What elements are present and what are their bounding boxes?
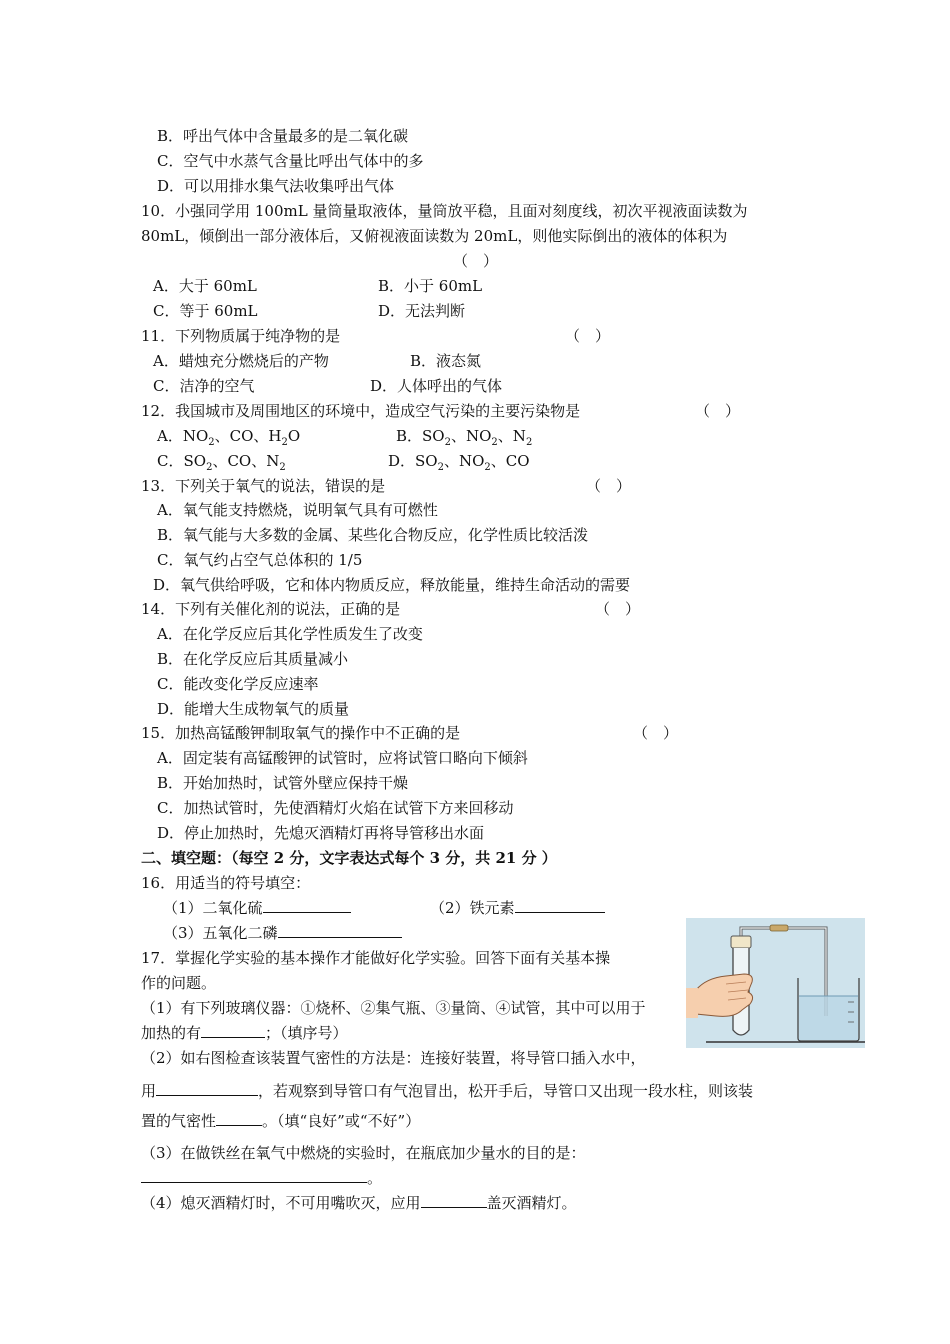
q16-part2-blank[interactable]: [515, 898, 605, 913]
q17-part4-label: （4）熄灭酒精灯时，不可用嘴吹灭，应用: [141, 1194, 421, 1212]
q13-stem: 13．下列关于氧气的说法，错误的是: [141, 477, 386, 495]
q14-option-c: C．能改变化学反应速率: [157, 675, 319, 693]
airtightness-check-figure: [686, 918, 865, 1048]
q17-part2-line1: （2）如右图检查该装置气密性的方法是：连接好装置，将导管口插入水中，: [141, 1049, 646, 1067]
q10-option-b: B．小于 60mL: [378, 277, 483, 295]
q16-part1-label: （1）二氧化硫: [163, 899, 263, 917]
q17-part1-suffix: ；（填序号）: [265, 1024, 348, 1042]
q9-option-d: D．可以用排水集气法收集呼出气体: [157, 177, 395, 195]
q17-part2-blank[interactable]: [156, 1081, 258, 1096]
q17-part1-label: 加热的有: [141, 1024, 202, 1042]
section-title: 二、填空题：（每空 2 分，文字表达式每个 3 分，共 21 分 ）: [141, 849, 557, 867]
q17-part1-line2: [141, 1023, 348, 1043]
q14-option-a: A．在化学反应后其化学性质发生了改变: [157, 625, 423, 643]
q12-option-a: A．$NO_2$、CO、$H_2O$: [157, 427, 301, 448]
q13-option-c: C．氧气约占空气总体积的 1/5: [157, 551, 363, 569]
q11-option-d: D．人体呼出的气体: [370, 377, 503, 395]
q17-part2-airtight-label: 置的气密性: [141, 1112, 217, 1130]
q17-part4-blank[interactable]: [421, 1193, 487, 1208]
q15-option-b: B．开始加热时，试管外壁应保持干燥: [157, 774, 409, 792]
q17-part2-label: 用: [141, 1082, 157, 1100]
q16-stem: 16．用适当的符号填空：: [141, 874, 311, 892]
q17-part2-line2: [141, 1081, 753, 1101]
q16-part1: [163, 898, 351, 918]
q14-stem: 14．下列有关催化剂的说法，正确的是: [141, 600, 401, 618]
q17-part2-airtight-blank[interactable]: [216, 1111, 262, 1126]
q15-answer-paren: （ ）: [633, 724, 679, 742]
q17-part4: [141, 1193, 577, 1213]
airtightness-check-apparatus-icon: [686, 918, 865, 1048]
q11-option-b: B．液态氮: [410, 352, 482, 370]
q13-option-b: B．氧气能与大多数的金属、某些化合物反应，化学性质比较活泼: [157, 526, 589, 544]
q12-answer-paren: （ ）: [695, 402, 741, 420]
q17-part3-blank[interactable]: [141, 1168, 367, 1183]
q16-part3: [163, 923, 402, 943]
q13-option-a: A．氧气能支持燃烧，说明氧气具有可燃性: [157, 501, 438, 519]
q17-part1-blank[interactable]: [201, 1023, 265, 1038]
q17-part3-suffix: 。: [367, 1169, 383, 1187]
q10-option-d: D．无法判断: [378, 302, 466, 320]
q16-part2-label: （2）铁元素: [430, 899, 515, 917]
q12-stem: 12．我国城市及周围地区的环境中，造成空气污染的主要污染物是: [141, 402, 581, 420]
q11-option-a: A．蜡烛充分燃烧后的产物: [153, 352, 329, 370]
q12-option-b: B．$SO_2$、$NO_2$、$N_2$: [396, 427, 533, 448]
q17-part4-suffix: 盖灭酒精灯。: [486, 1194, 577, 1212]
q10-option-a: A．大于 60mL: [153, 277, 257, 295]
q11-answer-paren: （ ）: [565, 327, 611, 345]
q11-stem: 11．下列物质属于纯净物的是: [141, 327, 341, 345]
q17-part2-airtight-suffix: 。（填“良好”或“不好”）: [262, 1112, 421, 1130]
q15-option-c: C．加热试管时，先使酒精灯火焰在试管下方来回移动: [157, 799, 514, 817]
q14-answer-paren: （ ）: [595, 600, 641, 618]
q16-part1-blank[interactable]: [263, 898, 351, 913]
q17-part1-line1: （1）有下列玻璃仪器：①烧杯、②集气瓶、③量筒、④试管，其中可以用于: [141, 999, 646, 1017]
q10-stem-line2: 80mL，倾倒出一部分液体后，又俯视液面读数为 20mL，则他实际倒出的液体的体积为: [141, 227, 728, 245]
q17-stem-line1: 17．掌握化学实验的基本操作才能做好化学实验。回答下面有关基本操: [141, 949, 611, 967]
q15-stem: 15．加热高锰酸钾制取氧气的操作中不正确的是: [141, 724, 461, 742]
q17-stem-line2: 作的问题。: [141, 974, 217, 992]
q10-stem-line1: 10．小强同学用 100mL 量筒量取液体，量筒放平稳，且面对刻度线，初次平视液面读数为: [141, 202, 748, 220]
q9-option-b: B．呼出气体中含量最多的是二氧化碳: [157, 127, 409, 145]
q11-option-c: C．洁净的空气: [153, 377, 255, 395]
q14-option-d: D．能增大生成物氧气的质量: [157, 700, 350, 718]
q13-option-d: D．氧气供给呼吸，它和体内物质反应，释放能量，维持生命活动的需要: [153, 576, 631, 594]
q10-option-c: C．等于 60mL: [153, 302, 258, 320]
q17-part2-line3: [141, 1111, 420, 1131]
q9-option-c: C．空气中水蒸气含量比呼出气体中的多: [157, 152, 424, 170]
q14-option-b: B．在化学反应后其质量减小: [157, 650, 349, 668]
q16-part2: [430, 898, 605, 918]
q10-answer-paren: （ ）: [453, 252, 499, 270]
q13-answer-paren: （ ）: [586, 477, 632, 495]
q17-part3-line1: （3）在做铁丝在氧气中燃烧的实验时，在瓶底加少量水的目的是：: [141, 1144, 586, 1162]
q17-part2-suffix: ，若观察到导管口有气泡冒出，松开手后，导管口又出现一段水柱，则该装: [258, 1082, 754, 1100]
q16-part3-blank[interactable]: [278, 923, 402, 938]
q17-part3-line2: [141, 1168, 382, 1188]
q15-option-d: D．停止加热时，先熄灭酒精灯再将导管移出水面: [157, 824, 485, 842]
q12-option-d: D．$SO_2$、$NO_2$、CO: [388, 452, 530, 473]
q16-part3-label: （3）五氧化二磷: [163, 924, 278, 942]
q12-option-c: C．$SO_2$、CO、$N_2$: [157, 452, 286, 473]
q15-option-a: A．固定装有高锰酸钾的试管时，应将试管口略向下倾斜: [157, 749, 528, 767]
